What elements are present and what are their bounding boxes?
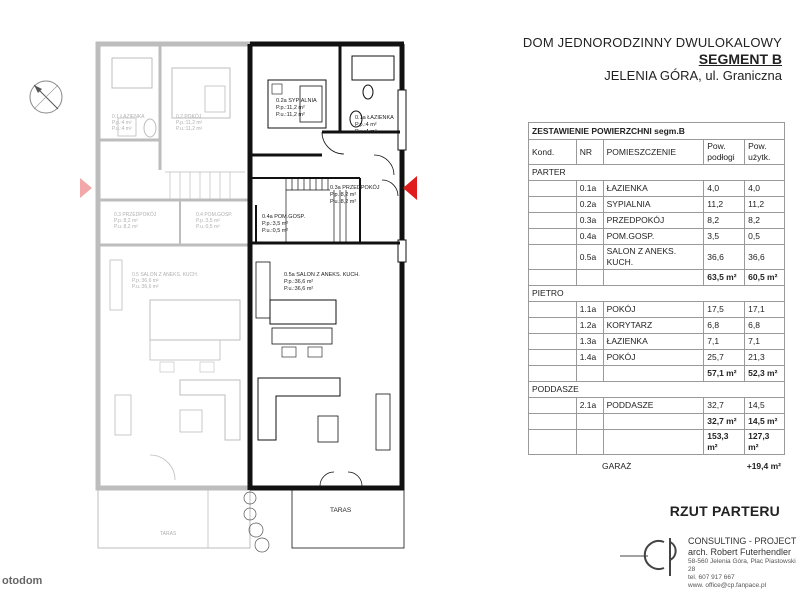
table-row: 0.1a ŁAZIENKA 4,0 4,0 [529, 181, 785, 197]
room-a-05-pu: P.u.:36,6 m² [132, 284, 159, 290]
section-name: PODDASZE [529, 382, 785, 398]
subtotal-row: 57,1 m² 52,3 m² [529, 366, 785, 382]
room-a-01-pu: P.u.:4 m² [112, 126, 132, 132]
room-b-03a-pp: P.p.:8,2 m² [330, 192, 357, 198]
garage-label: GARAŻ [602, 461, 632, 471]
area-table [528, 122, 785, 455]
col-header-room: POMIESZCZENIE [603, 140, 704, 165]
project-title: DOM JEDNORODZINNY DWULOKALOWY [522, 35, 782, 50]
room-b-01a-pu: P.u.:4 m² [355, 129, 377, 135]
table-row: 0.4a POM.GOSP. 3,5 0,5 [529, 229, 785, 245]
room-b-01a-pp: P.p.:4 m² [355, 122, 377, 128]
company-email: www. office@cp.fanpace.pl [688, 582, 767, 589]
room-b-05a-pp: P.p.:36,6 m² [284, 279, 314, 285]
garage-row [528, 461, 785, 471]
company-phone: tel. 607 917 667 [688, 574, 735, 581]
room-a-03-pu: P.u.:8,2 m² [114, 224, 138, 230]
room-a-02-pp: P.p.:11,2 m² [176, 120, 203, 126]
compass-icon [30, 81, 62, 113]
room-b-04a-pu: P.u.:0,5 m² [262, 228, 289, 234]
company-address: 58-560 Jelenia Góra, Plac Piastowski 28 [688, 558, 796, 573]
terrace-b-label: TARAS [330, 507, 352, 514]
room-a-05-label: 0.5 SALON Z ANEKS. KUCH. [132, 272, 199, 278]
garage-value: +19,4 m² [746, 461, 781, 471]
drawing-title: RZUT PARTERU [669, 503, 780, 519]
room-a-02-label: 0.2 POKÓJ [176, 114, 202, 120]
section-name: PIETRO [529, 286, 785, 302]
col-header-floor: Pow. podłogi [704, 140, 745, 165]
col-header-kond: Kond. [529, 140, 577, 165]
col-header-nr: NR [576, 140, 603, 165]
drawing-header [523, 35, 782, 83]
table-row: 0.2a SYPIALNIA 11,2 11,2 [529, 197, 785, 213]
company-architect: arch. Robert Futerhendler [688, 547, 792, 557]
room-a-04-pp: P.p.:3,5 m² [196, 218, 220, 224]
area-table-wrap [528, 122, 785, 471]
room-b-02a-pp: P.p.:11,2 m² [276, 105, 305, 111]
section-arrow-left-icon [80, 178, 92, 198]
segment-title: SEGMENT B [698, 51, 782, 67]
room-b-01a-label: 0.1a ŁAZIENKA [355, 115, 394, 121]
room-b-02a-pu: P.u.:11,2 m² [276, 112, 305, 118]
table-row: 1.3a ŁAZIENKA 7,1 7,1 [529, 334, 785, 350]
segment-a-labels [112, 113, 232, 537]
watermark: otodom [2, 575, 43, 587]
company-info [688, 536, 800, 590]
shrubs [244, 492, 269, 552]
room-a-02-pu: P.u.:11,2 m² [176, 126, 203, 132]
room-b-03a-label: 0.3a PRZEDPOKÓJ [330, 185, 380, 191]
grand-total-row: 153,3 m² 127,3 m² [529, 430, 785, 455]
room-b-02a-label: 0.2a SYPIALNIA [276, 98, 317, 104]
room-a-03-label: 0.3 PRZEDPOKÓJ [114, 212, 157, 218]
project-location: JELENIA GÓRA, ul. Graniczna [604, 68, 782, 83]
room-a-04-label: 0.4 POM.GOSP. [196, 212, 233, 218]
room-a-04-pu: P.u.:0,5 m² [196, 224, 220, 230]
terrace-a-label: TARAS [160, 531, 177, 537]
room-b-05a-pu: P.u.:36,6 m² [284, 286, 314, 292]
table-row: 2.1a PODDASZE 32,7 14,5 [529, 398, 785, 414]
room-a-03-pp: P.p.:8,2 m² [114, 218, 138, 224]
subtotal-row: 63,5 m² 60,5 m² [529, 270, 785, 286]
section-arrow-right-icon [403, 176, 417, 200]
segment-b-labels [262, 98, 394, 514]
room-b-04a-label: 0.4a POM.GOSP. [262, 214, 306, 220]
subtotal-row: 32,7 m² 14,5 m² [529, 414, 785, 430]
table-row: 1.2a KORYTARZ 6,8 6,8 [529, 318, 785, 334]
col-header-usable: Pow. użytk. [745, 140, 785, 165]
room-a-01-label: 0.1 ŁAZIENKA [112, 114, 145, 120]
room-b-04a-pp: P.p.:3,5 m² [262, 221, 289, 227]
table-row: 1.4a POKÓJ 25,7 21,3 [529, 350, 785, 366]
room-a-05-pp: P.p.:36,6 m² [132, 278, 159, 284]
table-row: 0.5a SALON Z ANEKS. KUCH. 36,6 36,6 [529, 245, 785, 270]
section-name: PARTER [529, 165, 785, 181]
table-row: 0.3a PRZEDPOKÓJ 8,2 8,2 [529, 213, 785, 229]
room-b-03a-pu: P.u.:8,2 m² [330, 199, 357, 205]
room-b-05a-label: 0.5a SALON Z ANEKS. KUCH. [284, 272, 360, 278]
company-name: CONSULTING - PROJECT [688, 536, 797, 546]
table-row: 1.1a POKÓJ 17,5 17,1 [529, 302, 785, 318]
room-a-01-pp: P.p.:4 m² [112, 120, 132, 126]
table-title: ZESTAWIENIE POWIERZCHNI segm.B [529, 123, 785, 140]
